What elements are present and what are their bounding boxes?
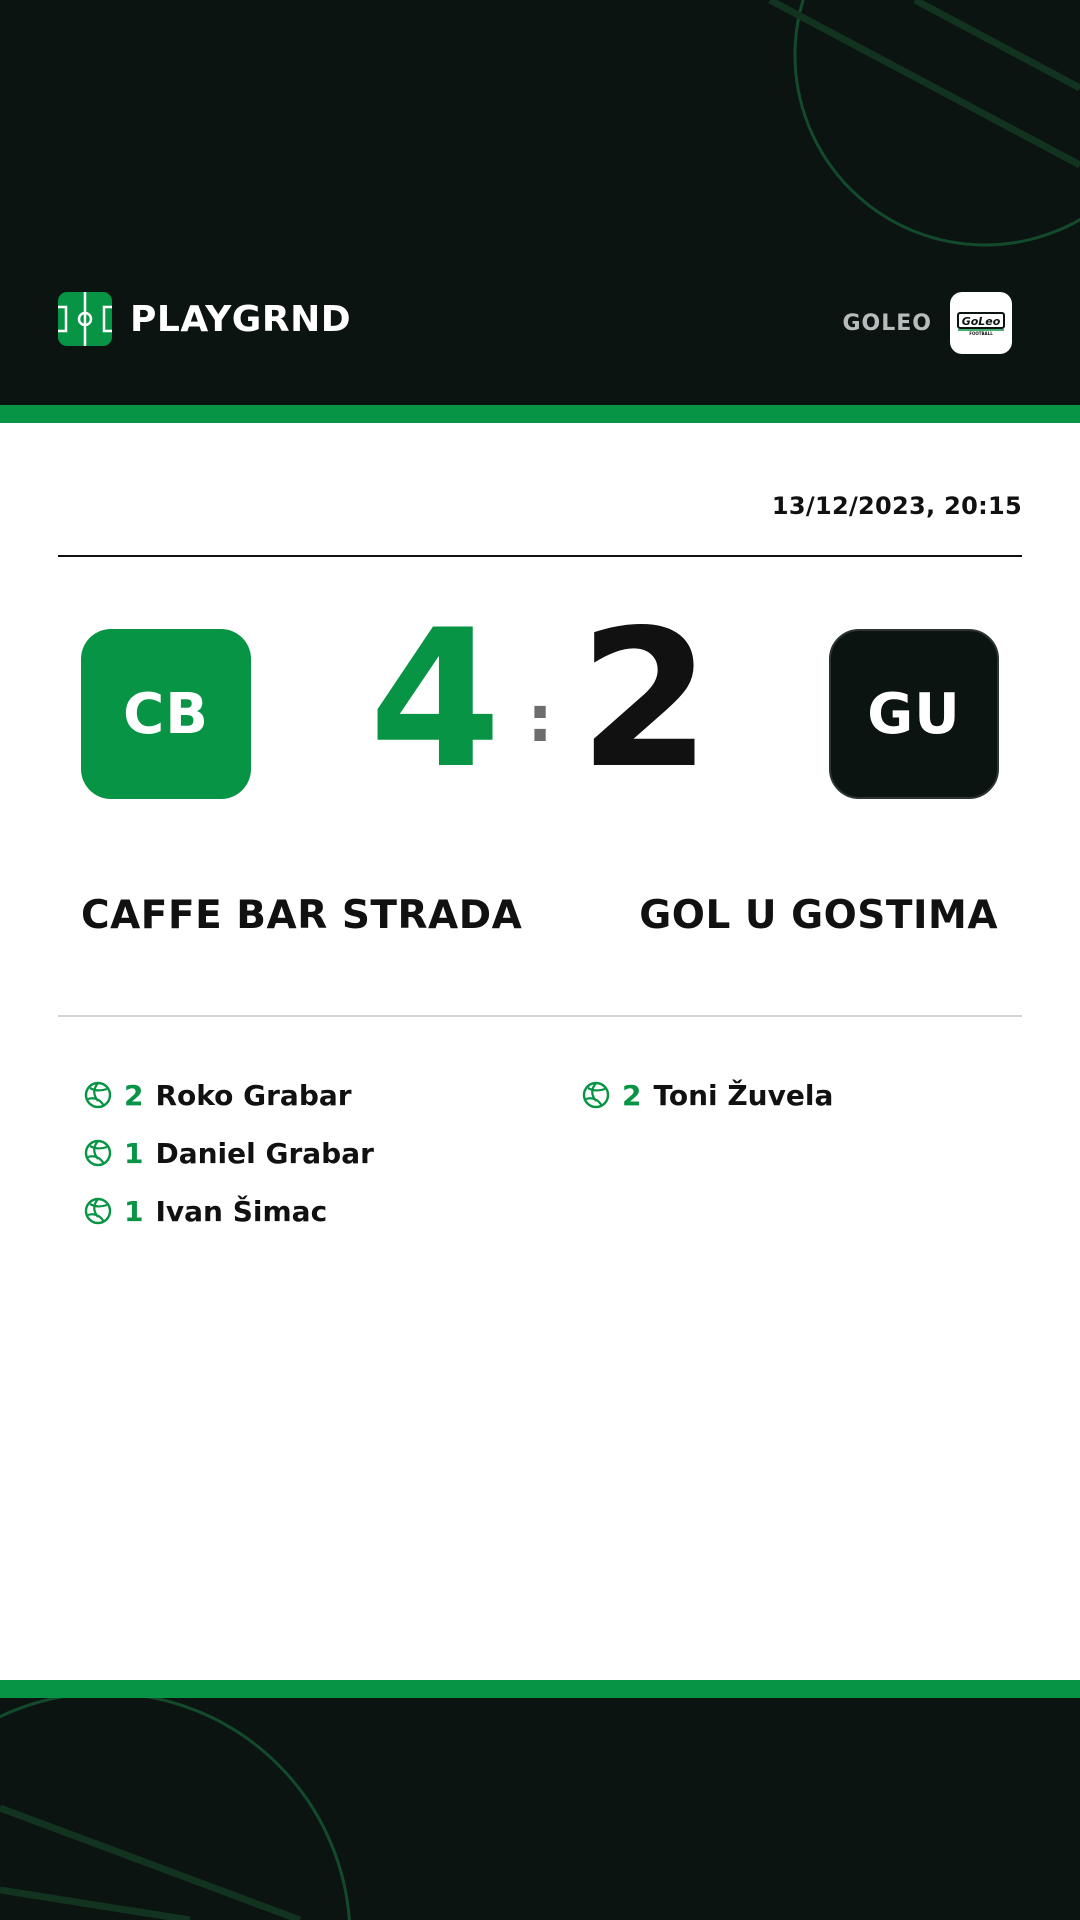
match-datetime: 13/12/2023, 20:15 <box>771 492 1022 520</box>
goal-count: 2 <box>622 1078 642 1112</box>
soccer-ball-icon <box>84 1197 112 1225</box>
scorer-item <box>582 1066 1002 1124</box>
goal-count: 1 <box>124 1136 144 1170</box>
header-accent-stripe <box>0 405 1080 423</box>
footer <box>0 1698 1080 1920</box>
player-name: Toni Žuvela <box>653 1078 834 1112</box>
goal-count: 2 <box>124 1078 144 1112</box>
player-name: Daniel Grabar <box>155 1136 374 1170</box>
player-name: Roko Grabar <box>155 1078 352 1112</box>
scorer-item <box>84 1066 504 1124</box>
brand <box>58 292 351 346</box>
away-score: 2 <box>578 589 711 810</box>
partner <box>842 292 1012 354</box>
soccer-ball-icon <box>84 1081 112 1109</box>
soccer-ball-icon <box>84 1139 112 1167</box>
scoreline <box>340 589 740 810</box>
score-separator: : <box>527 683 553 757</box>
scorer-item <box>84 1124 504 1182</box>
home-team-badge: CB <box>81 629 251 799</box>
away-team-badge: GU <box>829 629 999 799</box>
away-team-name: GOL U GOSTIMA <box>639 893 998 938</box>
brand-name: PLAYGRND <box>130 298 352 340</box>
partner-logo-text: GoLeo <box>961 315 1001 328</box>
soccer-pitch-icon <box>58 292 112 346</box>
home-team-name: CAFFE BAR STRADA <box>81 893 523 938</box>
home-score: 4 <box>369 589 502 810</box>
partner-logo-subtext: FOOTBALL <box>969 331 993 336</box>
divider <box>58 555 1022 557</box>
divider <box>58 1015 1022 1017</box>
footer-accent-stripe <box>0 1680 1080 1698</box>
scorer-item <box>84 1182 504 1240</box>
away-scorers-list <box>582 1066 1002 1124</box>
soccer-ball-icon <box>582 1081 610 1109</box>
partner-logo <box>950 292 1012 354</box>
partner-name: GOLEO <box>842 310 932 336</box>
home-scorers-list <box>84 1066 504 1240</box>
pitch-lines-decoration <box>0 1698 1080 1920</box>
player-name: Ivan Šimac <box>155 1194 328 1228</box>
goal-count: 1 <box>124 1194 144 1228</box>
header <box>0 0 1080 405</box>
